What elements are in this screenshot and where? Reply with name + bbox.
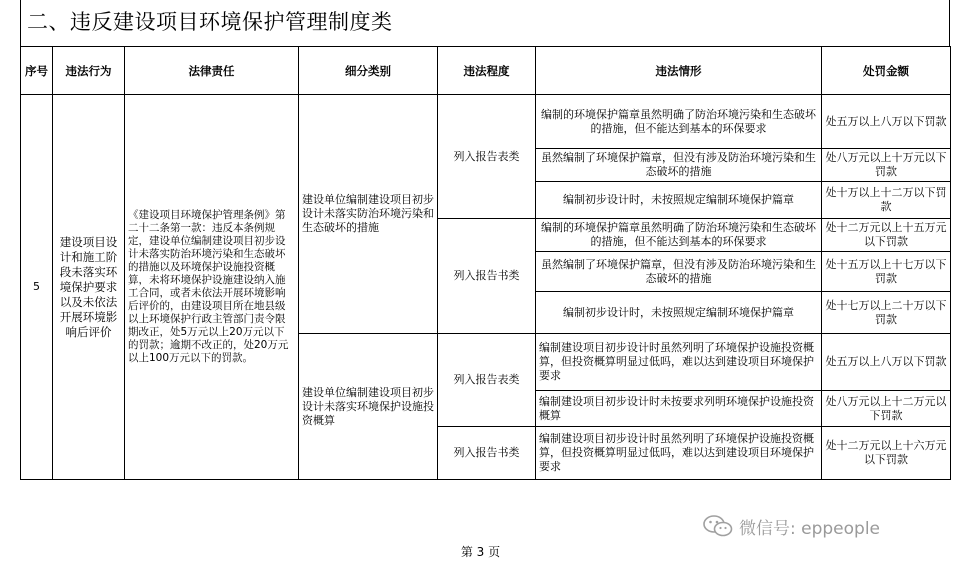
fine-cell: 处十万以上十二万以下罚款 [822, 182, 951, 219]
situation-cell: 编制的环境保护篇章虽然明确了防治环境污染和生态破坏的措施，但不能达到基本的环保要求 [536, 219, 822, 252]
fine-cell: 处八万元以上十万元以下罚款 [822, 149, 951, 182]
wechat-icon [703, 514, 733, 538]
table-row [21, 95, 951, 149]
header-behavior: 违法行为 [53, 47, 125, 95]
wechat-watermark [703, 512, 935, 540]
penalty-table [20, 46, 951, 480]
section-title: 二、违反建设项目环境保护管理制度类 [20, 0, 950, 46]
fine-cell: 处五万以上八万以下罚款 [822, 95, 951, 149]
degree-cell: 列入报告表类 [438, 334, 536, 427]
situation-cell: 编制建设项目初步设计时虽然列明了环境保护设施投资概算，但投资概算明显过低吗，难以达到建设项目环境保护要求 [536, 334, 822, 391]
situation-cell: 编制建设项目初步设计时未按要求列明环境保护设施投资概算 [536, 391, 822, 427]
degree-cell: 列入报告书类 [438, 427, 536, 480]
page-number: 第 3 页 [460, 545, 501, 559]
header-subcategory: 细分类别 [299, 47, 438, 95]
header-situation: 违法情形 [536, 47, 822, 95]
header-fine: 处罚金额 [822, 47, 951, 95]
situation-cell: 虽然编制了环境保护篇章，但没有涉及防治环境污染和生态破坏的措施 [536, 252, 822, 292]
fine-cell: 处八万元以上十二万元以下罚款 [822, 391, 951, 427]
degree-cell: 列入报告表类 [438, 95, 536, 219]
behavior-cell: 建设项目设计和施工阶段未落实环境保护要求以及未依法开展环境影响后评价 [53, 95, 125, 480]
situation-cell: 编制初步设计时，未按照规定编制环境保护篇章 [536, 292, 822, 334]
fine-cell: 处十二万元以上十五万元以下罚款 [822, 219, 951, 252]
fine-cell: 处十五万以上十七万以下罚款 [822, 252, 951, 292]
subcategory-cell: 建设单位编制建设项目初步设计未落实环境保护设施投资概算 [299, 334, 438, 480]
seq-cell: 5 [21, 95, 53, 480]
degree-cell: 列入报告书类 [438, 219, 536, 334]
situation-cell: 编制初步设计时，未按照规定编制环境保护篇章 [536, 182, 822, 219]
watermark-text: 微信号: eppeople [739, 518, 881, 539]
header-seq: 序号 [21, 47, 53, 95]
situation-cell: 编制建设项目初步设计时虽然列明了环境保护设施投资概算，但投资概算明显过低吗，难以达到建设项目环境保护要求 [536, 427, 822, 480]
situation-cell: 虽然编制了环境保护篇章，但没有涉及防治环境污染和生态破坏的措施 [536, 149, 822, 182]
fine-cell: 处十七万以上二十万以下罚款 [822, 292, 951, 334]
fine-cell: 处十二万元以上十六万元以下罚款 [822, 427, 951, 480]
header-degree: 违法程度 [438, 47, 536, 95]
subcategory-cell: 建设单位编制建设项目初步设计未落实防治环境污染和生态破坏的措施 [299, 95, 438, 334]
situation-cell: 编制的环境保护篇章虽然明确了防治环境污染和生态破坏的措施，但不能达到基本的环保要求 [536, 95, 822, 149]
header-row [21, 47, 951, 95]
header-liability: 法律责任 [125, 47, 299, 95]
liability-cell: 《建设项目环境保护管理条例》第二十二条第一款：违反本条例规定，建设单位编制建设项目初步设计未落实防治环境污染和生态破坏的措施以及环境保护设施投资概算，未将环境保护设施建设纳入施工合同，或者未依法开展环境影响后评价的，由建设项目所在地县级以上环境保护行政主管部门责令限期改正，处5万元以上20万元以下的罚款；逾期不改正的，处20万元以上100万元以下的罚款。 [125, 95, 299, 480]
fine-cell: 处五万以上八万以下罚款 [822, 334, 951, 391]
